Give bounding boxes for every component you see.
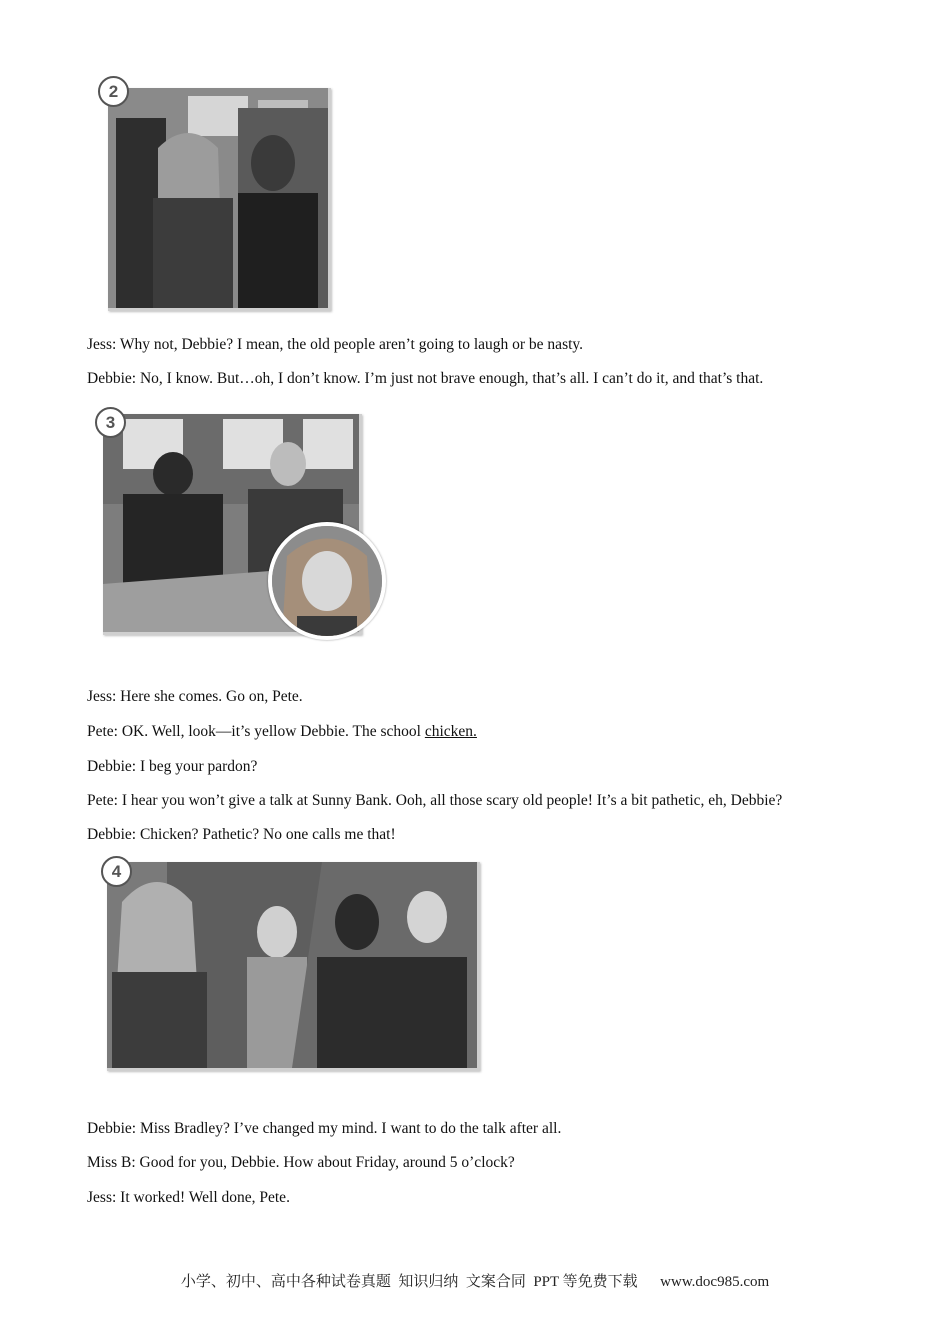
underlined-word: chicken. <box>424 723 477 740</box>
panel-number-badge: 2 <box>98 76 129 107</box>
dialogue-line: Debbie: I beg your pardon? <box>87 758 258 775</box>
panel-number-badge: 4 <box>101 856 132 887</box>
dialogue-line <box>87 722 477 742</box>
page-footer: 小学、初中、高中各种试卷真题 知识归纳 文案合同 PPT 等免费下载 www.doc985.com <box>180 1274 770 1290</box>
dialogue-line: Debbie: No, I know. But…oh, I don’t know. I’m just not brave enough, that’s all. I can’t do it, and that’s that. <box>87 370 764 387</box>
dialogue-line: Debbie: Miss Bradley? I’ve changed my mind. I want to do the talk after all. <box>87 1120 562 1137</box>
inset-portrait-photo <box>268 522 386 640</box>
photo-panel-2 <box>108 88 331 311</box>
dialogue-line: Jess: It worked! Well done, Pete. <box>87 1189 290 1206</box>
photo-panel-4 <box>107 862 480 1071</box>
panel-number-badge: 3 <box>95 407 126 438</box>
dialogue-line: Jess: Here she comes. Go on, Pete. <box>87 688 303 705</box>
dialogue-line: Debbie: Chicken? Pathetic? No one calls me that! <box>87 826 396 843</box>
dialogue-line: Pete: I hear you won’t give a talk at Sunny Bank. Ooh, all those scary old people! It’s a bit pathetic, eh, Debbie? <box>87 792 783 809</box>
photo-illustration <box>107 862 477 1068</box>
dialogue-line: Jess: Why not, Debbie? I mean, the old people aren’t going to laugh or be nasty. <box>87 336 584 353</box>
photo-illustration <box>108 88 328 308</box>
dialogue-line: Miss B: Good for you, Debbie. How about Friday, around 5 o’clock? <box>87 1154 515 1171</box>
dialogue-text: Pete: OK. Well, look—it’s yellow Debbie. The school <box>87 723 425 740</box>
photo-illustration <box>272 526 382 636</box>
